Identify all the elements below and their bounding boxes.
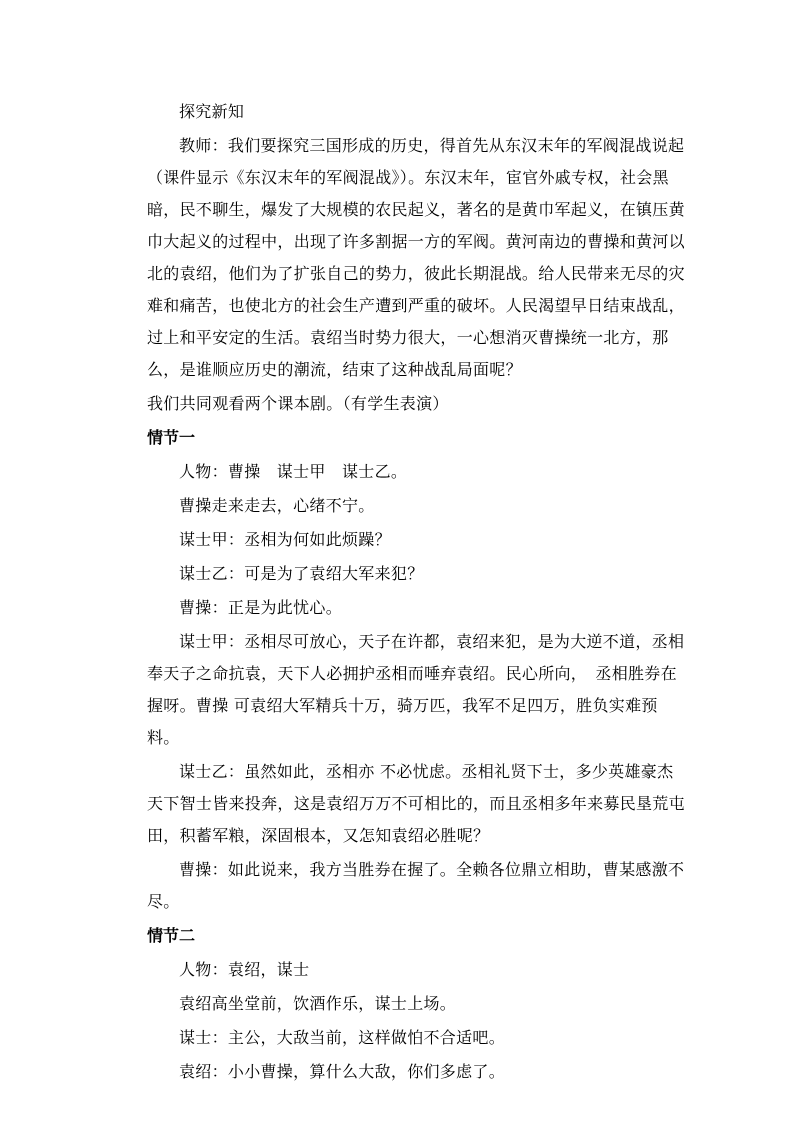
- teacher-paragraph: 教师：我们要探究三国形成的历史，得首先从东汉末年的军阀混战说起（课件显示《东汉末年的军阀混战》）。东汉末年，宦官外戚专权，社会黑暗，民不聊生，爆发了大规模的农民起义，著名的是黄巾军起义，在镇压黄巾大起义的过程中，出现了许多割据一方的军阀。黄河南边的曹操和黄河以北的袁绍，他们为了扩张自己的势力，彼此长期混战。给人民带来无尽的灾难和痛苦，也使北方的社会生产遭到严重的破坏。人民渴望早日结束战乱，过上和平安定的生活。袁绍当时势力很大，一心想消灭曹操统一北方，那么，是谁顺应历史的潮流，结束了这种战乱局面呢？: [147, 136, 685, 379]
- scene-one-line: 曹操：如此说来，我方当胜券在握了。全赖各位鼎立相助，曹某感激不尽。: [147, 860, 685, 911]
- section-title: 探究新知: [179, 102, 245, 121]
- scene-one-line: 谋士甲：丞相为何如此烦躁？: [179, 530, 391, 549]
- scene-two-line: 人物：袁绍，谋士: [179, 960, 310, 979]
- scene-two-heading: 情节二: [147, 926, 196, 945]
- scene-one-heading: 情节一: [147, 428, 196, 447]
- scene-one-line: 曹操：正是为此忧心。: [179, 598, 343, 617]
- scene-one-line: 谋士乙：虽然如此，丞相亦 不必忧虑。丞相礼贤下士，多少英雄豪杰天下智士皆来投奔，这是袁绍万万不可相比的，而且丞相多年来募民垦荒屯田，积蓄军粮，深固根本，又怎知袁绍必胜呢？: [147, 762, 685, 845]
- scene-one-line: 曹操走来走去，心绪不宁。: [179, 496, 375, 515]
- scene-two-line: 袁绍高坐堂前，饮酒作乐，谋士上场。: [179, 994, 457, 1013]
- scene-two-line: 袁绍：小小曹操，算什么大敌，你们多虑了。: [179, 1062, 506, 1081]
- scene-one-line: 人物：曹操 谋士甲 谋士乙。: [179, 462, 408, 481]
- scene-one-line: 谋士甲：丞相尽可放心，天子在许都，袁绍来犯，是为大逆不道，丞相奉天子之命抗袁，天下人必拥护丞相而唾弃袁绍。民心所向， 丞相胜券在握呀。曹操 可袁绍大军精兵十万，骑万匹，我军不足四万，胜负实难预料。: [147, 632, 685, 747]
- document-body: [147, 96, 687, 1088]
- watch-line: 我们共同观看两个课本剧。（有学生表演）: [147, 394, 449, 413]
- scene-two-line: 谋士：主公，大敌当前，这样做怕不合适吧。: [179, 1028, 506, 1047]
- scene-one-line: 谋士乙：可是为了袁绍大军来犯？: [179, 564, 424, 583]
